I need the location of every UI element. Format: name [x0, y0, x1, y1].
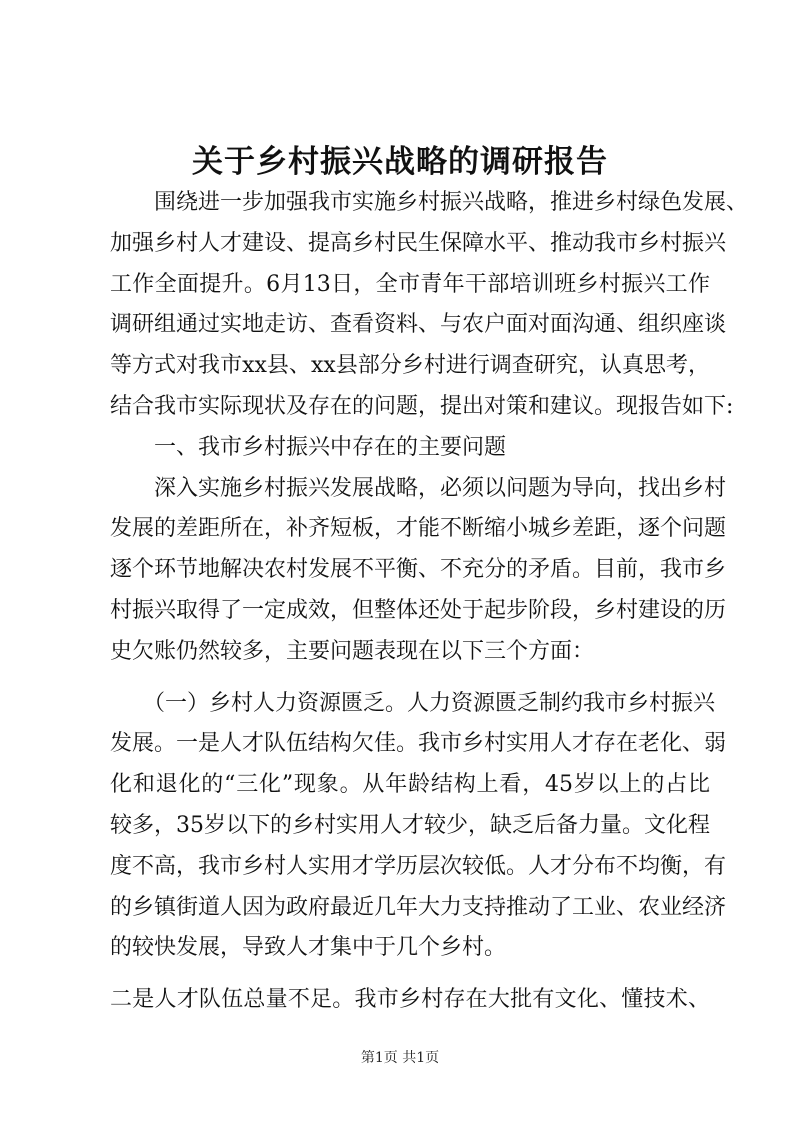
body-line: 化和退化的“三化”现象。从年龄结构上看，45岁以上的占比: [110, 772, 710, 798]
body-line: 工作全面提升。6月13日，全市青年干部培训班乡村振兴工作: [110, 271, 710, 297]
body-line: 的乡镇街道人因为政府最近几年大力支持推动了工业、农业经济: [110, 894, 727, 920]
body-line: 发展的差距所在，补齐短板，才能不断缩小城乡差距，逐个问题: [110, 516, 727, 542]
document-body: [110, 183, 749, 1021]
section-heading: 一、我市乡村振兴中存在的主要问题: [110, 434, 507, 460]
body-line: 结合我市实际现状及存在的问题，提出对策和建议。现报告如下:: [110, 393, 734, 419]
body-line: 围绕进一步加强我市实施乡村振兴战略，推进乡村绿色发展、: [110, 190, 749, 215]
body-line: 调研组通过实地走访、查看资料、与农户面对面沟通、组织座谈: [110, 312, 727, 338]
body-line: 等方式对我市xx县、xx县部分乡村进行调查研究，认真思考，: [110, 353, 710, 379]
paragraph-gap: [110, 969, 710, 980]
body-line: 的较快发展，导致人才集中于几个乡村。: [110, 935, 507, 961]
body-line: 二是人才队伍总量不足。我市乡村存在大批有文化、懂技术、: [110, 987, 710, 1013]
paragraph-gap: [110, 673, 710, 684]
body-line: 加强乡村人才建设、提高乡村民生保障水平、推动我市乡村振兴: [110, 230, 727, 256]
body-line: 度不高，我市乡村人实用才学历层次较低。人才分布不均衡，有: [110, 853, 727, 879]
body-line: 深入实施乡村振兴发展战略，必须以问题为导向，找出乡村: [110, 475, 727, 501]
page-footer: 第1页 共1页: [360, 1050, 440, 1066]
document-title: 关于乡村振兴战略的调研报告: [192, 144, 608, 180]
body-line: 村振兴取得了一定成效，但整体还处于起步阶段，乡村建设的历: [110, 597, 727, 623]
body-line: 发展。一是人才队伍结构欠佳。我市乡村实用人才存在老化、弱: [110, 731, 727, 757]
body-line: （一）乡村人力资源匮乏。人力资源匮乏制约我市乡村振兴: [110, 690, 716, 716]
body-line: 史欠账仍然较多，主要问题表现在以下三个方面：: [110, 638, 595, 664]
body-line: 较多，35岁以下的乡村实用人才较少，缺乏后备力量。文化程: [110, 812, 710, 838]
body-line: 逐个环节地解决农村发展不平衡、不充分的矛盾。目前，我市乡: [110, 557, 727, 583]
